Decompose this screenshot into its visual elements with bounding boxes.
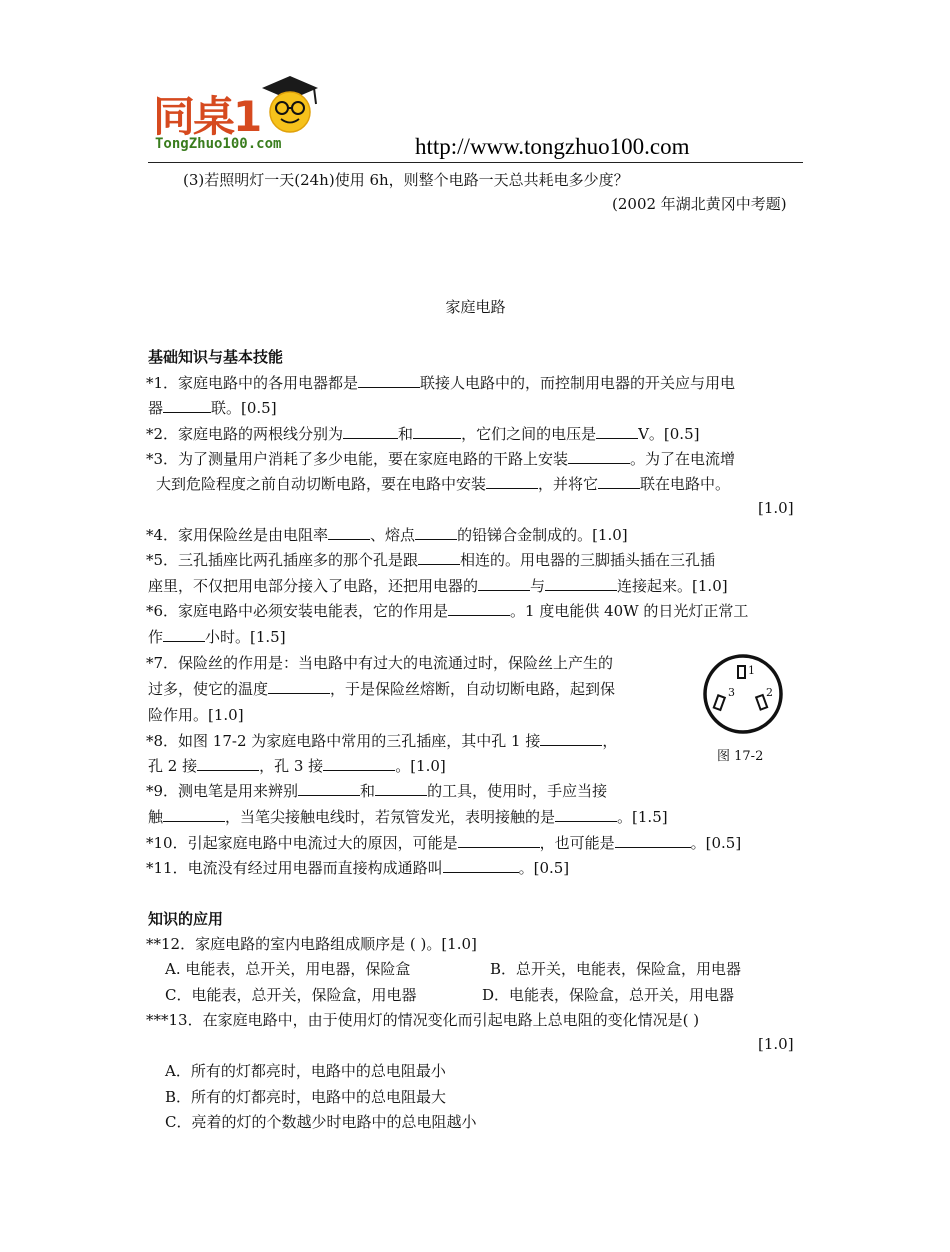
- logo-subtitle: TongZhuo100.com: [155, 136, 282, 152]
- question-13-option-c: C．亮着的灯的个数越少时电路中的总电阻越小: [165, 1113, 477, 1131]
- question-12: **12．家庭电路的室内电路组成顺序是 ( )。[1.0]: [146, 935, 477, 953]
- question-12-option-b: B．总开关，电能表，保险盒，用电器: [490, 960, 742, 978]
- question-3-score: [1.0]: [758, 499, 794, 517]
- question-2: *2．家庭电路的两根线分别为 和 ，它们之间的电压是 V。[0.5]: [146, 425, 700, 443]
- header-divider: [148, 162, 803, 163]
- site-url[interactable]: http://www.tongzhuo100.com: [415, 134, 690, 159]
- figure-caption: 图 17-2: [717, 749, 764, 764]
- question-4: *4．家用保险丝是由电阻率 、熔点 的铅锑合金制成的。[1.0]: [146, 526, 628, 544]
- question-13-option-b: B．所有的灯都亮时，电路中的总电阻最大: [165, 1088, 447, 1106]
- three-hole-socket-figure: [696, 650, 792, 740]
- section-heading-basic: 基础知识与基本技能: [148, 348, 284, 366]
- socket-hole-label-3: 3: [728, 686, 735, 699]
- question-12-option-d: D．电能表，保险盒，总开关，用电器: [482, 986, 735, 1004]
- question-9-line-1: *9．测电笔是用来辨别 和 的工具，使用时，手应当接: [146, 782, 608, 800]
- logo-text: 同桌1: [153, 92, 261, 141]
- question-5-line-2: 座里，不仅把用电部分接入了电路，还把用电器的 与 连接起来。[1.0]: [148, 577, 728, 595]
- question-1-line-2: 器 联。[0.5]: [148, 399, 277, 417]
- question-11: *11．电流没有经过用电器而直接构成通路叫 。[0.5]: [146, 859, 570, 877]
- socket-hole-label-2: 2: [766, 686, 773, 699]
- prev-question-3: (3)若照明灯一天(24h)使用 6h，则整个电路一天总共耗电多少度？: [183, 171, 629, 189]
- question-12-option-c: C．电能表，总开关，保险盒，用电器: [165, 986, 417, 1004]
- question-9-line-2: 触 ，当笔尖接触电线时，若氖管发光，表明接触的是 。[1.5]: [148, 808, 668, 826]
- question-13: ***13．在家庭电路中，由于使用灯的情况变化而引起电路上总电阻的变化情况是( ): [146, 1011, 700, 1029]
- question-7-line-3: 险作用。[1.0]: [148, 706, 244, 724]
- question-8-line-2: 孔 2 接 ，孔 3 接 。[1.0]: [148, 757, 446, 775]
- question-3-line-1: *3．为了测量用户消耗了多少电能，要在家庭电路的干路上安装 。为了在电流增: [146, 450, 736, 468]
- question-1-line-1: *1．家庭电路中的各用电器都是 联接人电路中的，而控制用电器的开关应与用电: [146, 374, 736, 392]
- section-heading-application: 知识的应用: [148, 910, 224, 928]
- question-7-line-1: *7．保险丝的作用是：当电路中有过大的电流通过时，保险丝上产生的: [146, 654, 614, 672]
- question-13-option-a: A．所有的灯都亮时，电路中的总电阻最小: [165, 1062, 446, 1080]
- question-3-line-2: 大到危险程度之前自动切断电路，要在电路中安装 ，并将它 联在电路中。: [156, 475, 731, 493]
- page-title: 家庭电路: [445, 298, 506, 316]
- question-5-line-1: *5．三孔插座比两孔插座多的那个孔是跟 相连的。用电器的三脚插头插在三孔插: [146, 551, 716, 569]
- logo-graduate-icon: [248, 70, 324, 136]
- question-13-score: [1.0]: [758, 1035, 794, 1053]
- socket-hole-label-1: 1: [748, 664, 755, 677]
- question-8-line-1: *8．如图 17-2 为家庭电路中常用的三孔插座，其中孔 1 接 ，: [146, 732, 618, 750]
- question-12-option-a: A. 电能表，总开关，用电器，保险盒: [165, 960, 411, 978]
- question-7-line-2: 过多，使它的温度 ，于是保险丝熔断，自动切断电路，起到保: [148, 680, 616, 698]
- question-6-line-1: *6．家庭电路中必须安装电能表，它的作用是 。1 度电能供 40W 的日光灯正常工: [146, 602, 749, 620]
- question-10: *10．引起家庭电路中电流过大的原因，可能是 ，也可能是 。[0.5]: [146, 834, 742, 852]
- question-6-line-2: 作 小时。[1.5]: [148, 628, 286, 646]
- prev-question-source: (2002 年湖北黄冈中考题): [612, 195, 787, 213]
